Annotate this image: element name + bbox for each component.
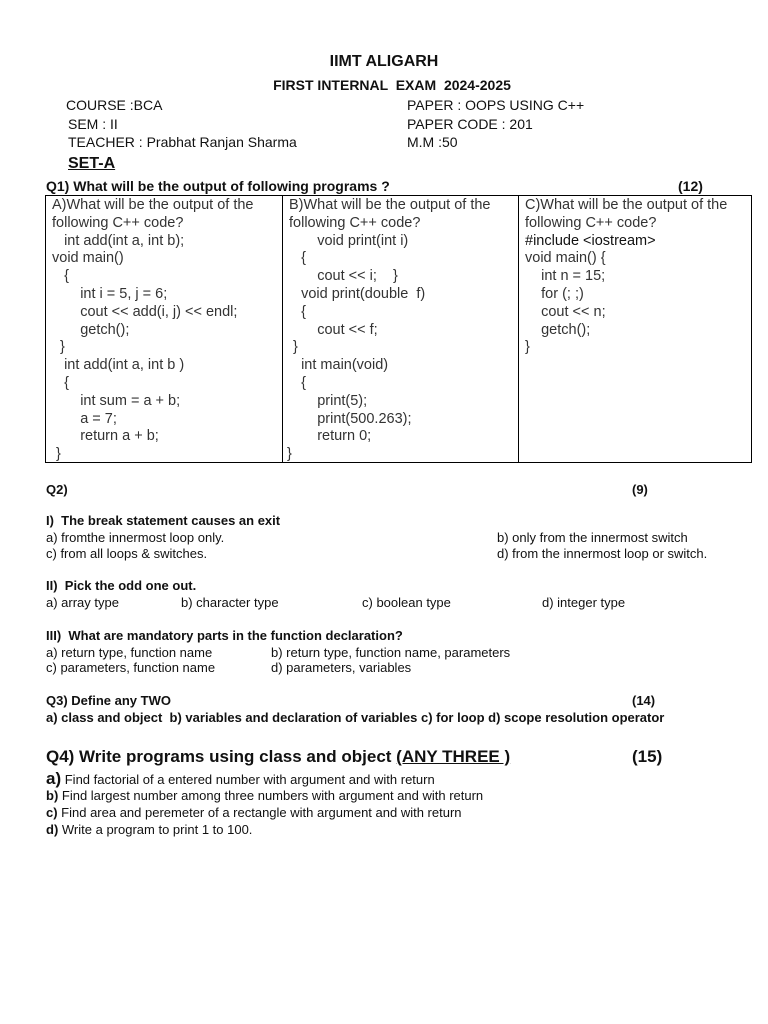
q4-item-label: d) [46,822,59,837]
code-line: } [287,446,292,462]
q4-item-a [46,769,435,789]
sem-label: SEM : II [68,116,118,132]
code-line: } [52,446,61,462]
q4-item-text: Write a program to print 1 to 100. [58,822,253,837]
code-line: void print(double f) [289,286,426,302]
q2-part1-option-c: c) from all loops & switches. [46,546,208,561]
q2-marks: (9) [632,482,648,497]
q2-part3-option-c: c) parameters, function name [46,660,216,675]
code-line: a = 7; [52,411,117,427]
course-label: COURSE :BCA [66,97,163,113]
q4-item-label: c) [46,805,58,820]
code-line: getch(); [52,322,130,338]
code-line: C)What will be the output of the [525,197,728,213]
code-line: int add(int a, int b); [52,233,185,249]
code-line: following C++ code? [289,215,421,231]
code-line: void print(int i) [289,233,409,249]
q1-question: Q1) What will be the output of following programs ? [46,178,390,194]
code-line: { [52,268,69,284]
q4-question [46,747,510,767]
code-line: int add(int a, int b ) [52,357,185,373]
q2-label: Q2) [46,482,68,497]
q4-item-c [46,805,462,820]
q4-item-label: b) [46,788,59,803]
code-line: { [289,375,306,391]
code-line: for (; ;) [525,286,584,302]
q3-question: Q3) Define any TWO [46,693,171,708]
q1-marks: (12) [678,178,703,194]
code-line: void main() { [525,250,606,266]
q2-part2-option-a: a) array type [46,595,119,610]
q2-part3-question: III) What are mandatory parts in the function declaration? [46,628,403,643]
paper-label: PAPER : OOPS USING C++ [407,97,585,113]
code-line: { [289,304,306,320]
q2-part3-option-a: a) return type, function name [46,645,213,660]
code-line: cout << n; [525,304,606,320]
q2-part1-option-b: b) only from the innermost switch [497,530,688,545]
q2-part1-option-d: d) from the innermost loop or switch. [497,546,708,561]
code-line: { [52,375,69,391]
code-line: cout << f; [289,322,378,338]
q4-item-label: a) [46,769,62,788]
set-label: SET-A [68,155,116,172]
code-line: return a + b; [52,428,159,444]
code-line: print(5); [289,393,368,409]
q2-part1-option-a: a) fromthe innermost loop only. [46,530,225,545]
code-line: following C++ code? [525,215,657,231]
q2-part1-question: I) The break statement causes an exit [46,513,281,528]
q3-items: a) class and object b) variables and declaration of variables c) for loop d) scope resolution operator [46,710,665,725]
code-line: } [52,339,65,355]
teacher-label: TEACHER : Prabhat Ranjan Sharma [68,134,297,150]
q4-item-text: Find area and peremeter of a rectangle with argument and with return [57,805,462,820]
q4-question-prefix: Q4) Write programs using class and object [46,747,397,766]
code-line: getch(); [525,322,591,338]
code-line: void main() [52,250,124,266]
q4-question-emphasis: (ANY THREE ) [396,747,511,766]
code-line: return 0; [289,428,372,444]
paper-code-label: PAPER CODE : 201 [407,116,533,132]
institute-name: IIMT ALIGARH [329,53,439,70]
code-line: int sum = a + b; [52,393,181,409]
q4-marks: (15) [632,747,663,766]
q2-part3-option-b: b) return type, function name, parameters [271,645,511,660]
code-line: print(500.263); [289,411,412,427]
q3-marks: (14) [632,693,656,708]
q4-item-text: Find largest number among three numbers with argument and with return [58,788,484,803]
q2-part3-option-d: d) parameters, variables [271,660,412,675]
code-line: int n = 15; [525,268,606,284]
code-line: } [525,339,530,355]
code-line: cout << add(i, j) << endl; [52,304,238,320]
q2-part2-option-c: c) boolean type [362,595,451,610]
code-line: cout << i; } [289,268,398,284]
q4-item-text: Find factorial of a entered number with argument and with return [61,772,435,787]
code-line: B)What will be the output of the [289,197,491,213]
code-line: A)What will be the output of the [52,197,254,213]
code-column-c [518,196,751,462]
q2-part2-option-d: d) integer type [542,595,626,610]
code-column-b [282,196,518,462]
code-line: } [289,339,298,355]
max-marks-label: M.M :50 [407,134,458,150]
q2-part2-question: II) Pick the odd one out. [46,578,197,593]
q1-code-table [45,195,752,463]
q4-item-b [46,788,483,803]
exam-title: FIRST INTERNAL EXAM 2024-2025 [273,77,511,93]
code-line: #include <iostream> [525,233,656,249]
code-line: int i = 5, j = 6; [52,286,168,302]
code-line: int main(void) [289,357,389,373]
q2-part2-option-b: b) character type [181,595,279,610]
code-line: following C++ code? [52,215,184,231]
q4-item-d [46,822,252,837]
code-column-a [46,196,282,462]
code-line: { [289,250,306,266]
